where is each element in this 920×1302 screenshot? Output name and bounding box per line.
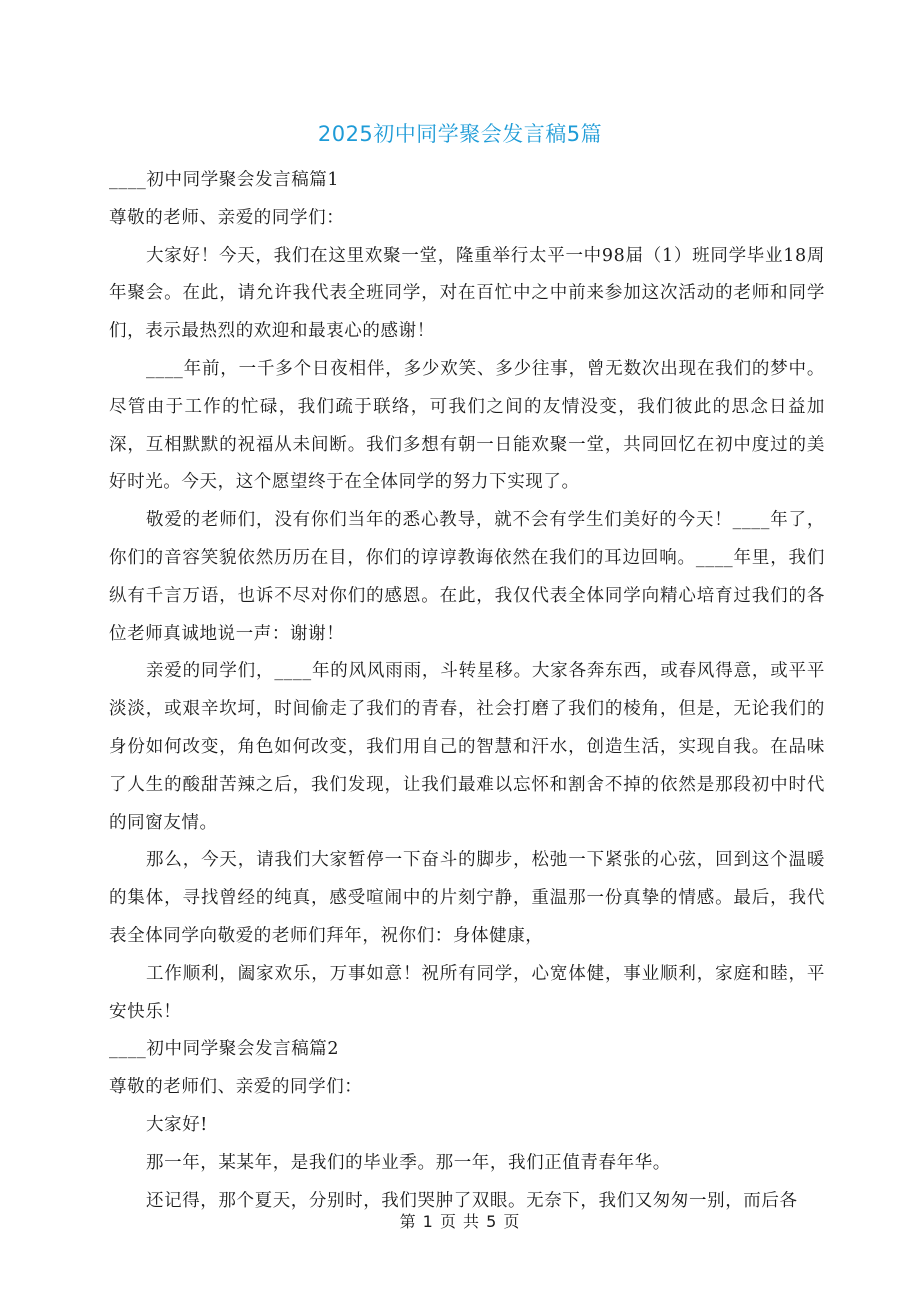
document-title: 2025初中同学聚会发言稿5篇 — [317, 122, 603, 146]
paragraph: 亲爱的同学们，____年的风风雨雨，斗转星移。大家各奔东西，或春风得意，或平平淡淡，或艰辛坎坷，时间偷走了我们的青春，社会打磨了我们的棱角，但是，无论我们的身份如何改变，角色如何改变，我们用自己的智慧和汗水，创造生活，实现自我。在品味了人生的酸甜苦辣之后，我们发现，让我们最难以忘怀和割舍不掉的依然是那段初中时代的同窗友情。 — [109, 661, 825, 833]
paragraph: 尊敬的老师们、亲爱的同学们： — [109, 1077, 363, 1098]
paragraph: 大家好！今天，我们在这里欢聚一堂，隆重举行太平一中98届（1）班同学毕业18周年聚会。在此，请允许我代表全班同学，对在百忙中之中前来参加这次活动的老师和同学们，表示最热烈的欢迎和最衷心的感谢！ — [109, 245, 825, 342]
paragraph: ____年前，一千多个日夜相伴，多少欢笑、多少往事，曾无数次出现在我们的梦中。尽管由于工作的忙碌，我们疏于联络，可我们之间的友情没变，我们彼此的思念日益加深，互相默默的祝福从未间断。我们多想有朝一日能欢聚一堂，共同回忆在初中度过的美好时光。今天，这个愿望终于在全体同学的努力下实现了。 — [109, 358, 825, 493]
page-footer: 第 1 页 共 5 页 — [399, 1212, 521, 1231]
paragraph: 工作顺利，阖家欢乐，万事如意！祝所有同学，心宽体健，事业顺利，家庭和睦，平安快乐！ — [109, 963, 825, 1022]
paragraph: 那么，今天，请我们大家暂停一下奋斗的脚步，松弛一下紧张的心弦，回到这个温暖的集体，寻找曾经的纯真，感受喧闹中的片刻宁静，重温那一份真挚的情感。最后，我代表全体同学向敬爱的老师们拜年，祝你们：身体健康， — [109, 850, 825, 946]
paragraph: 敬爱的老师们，没有你们当年的悉心教导，就不会有学生们美好的今天！____年了，你们的音容笑貌依然历历在目，你们的谆谆教诲依然在我们的耳边回响。____年里，我们纵有千言万语，也诉不尽对你们的感恩。在此，我仅代表全体同学向精心培育过我们的各位老师真诚地说一声：谢谢！ — [109, 510, 825, 644]
paragraph: ____初中同学聚会发言稿篇2 — [109, 1039, 340, 1060]
paragraph: 尊敬的老师、亲爱的同学们： — [109, 207, 345, 228]
paragraph: 大家好! — [146, 1114, 208, 1135]
document-body — [109, 162, 825, 1220]
paragraph: 那一年，某某年，是我们的毕业季。那一年，我们正值青春年华。 — [146, 1152, 671, 1173]
paragraph: ____初中同学聚会发言稿篇1 — [109, 170, 340, 190]
paragraph: 还记得，那个夏天，分别时，我们哭肿了双眼。无奈下，我们又匆匆一别，而后各 — [146, 1190, 798, 1211]
